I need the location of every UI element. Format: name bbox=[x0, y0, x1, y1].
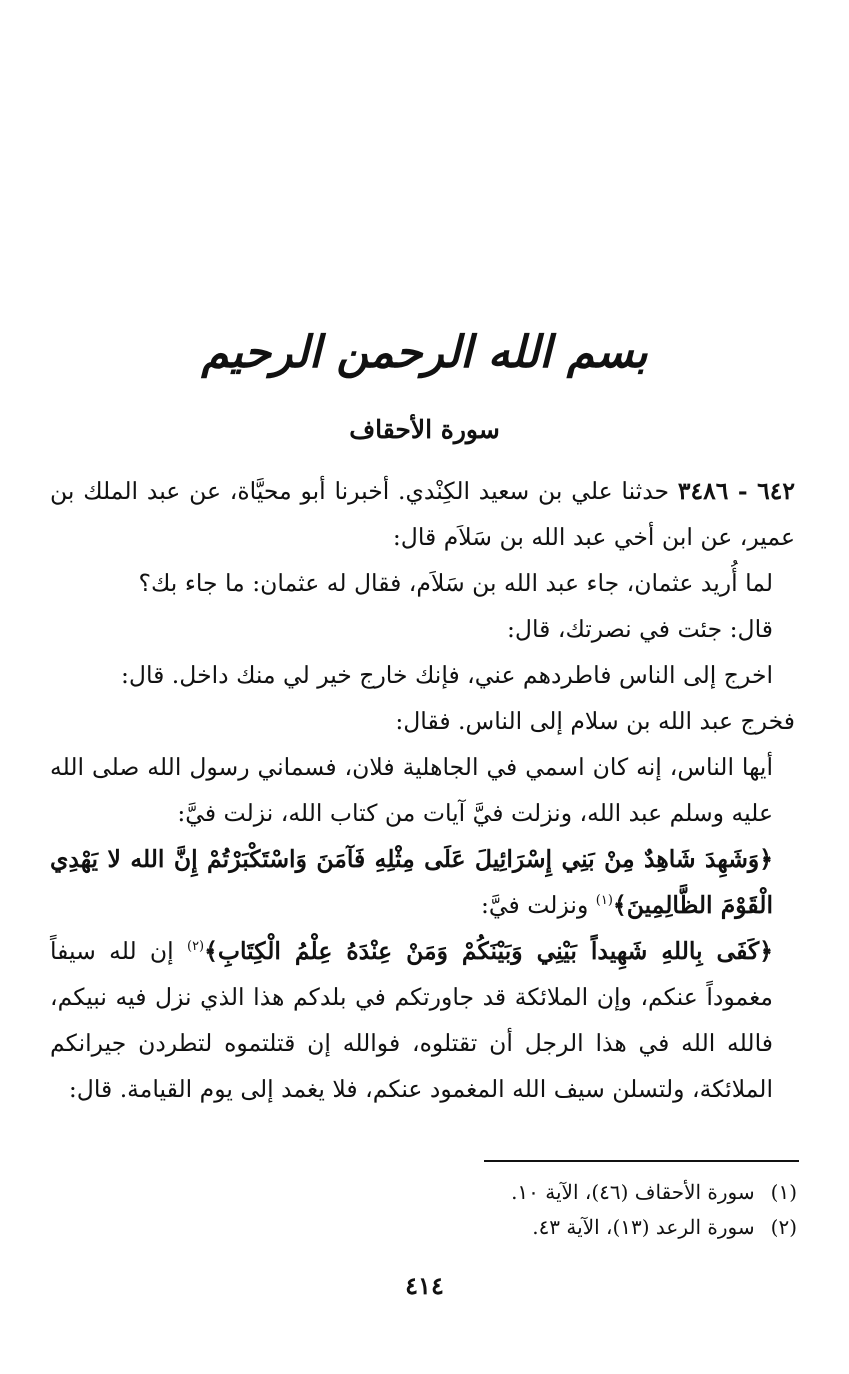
basmala-heading: بسم الله الرحمن الرحيم bbox=[201, 327, 648, 378]
hadith-number: ٦٤٢ - ٣٤٨٦ bbox=[677, 477, 795, 505]
page-number: ٤١٤ bbox=[405, 1271, 444, 1300]
paragraph-3: قال: جئت في نصرتك، قال: bbox=[507, 615, 773, 643]
paragraph-isnad bbox=[50, 468, 795, 560]
quran-verse-2: ﴿كَفَى بِاللهِ شَهِيداً بَيْنِي وَبَيْنَكُمْ وَمَنْ عِنْدَهُ عِلْمُ الْكِتَابِ﴾ bbox=[204, 937, 773, 965]
paragraph-7: ونزلت فيَّ: bbox=[481, 891, 596, 919]
quran-verse-1: ﴿وَشَهِدَ شَاهِدٌ مِنْ بَنِي إِسْرَائِيلَ عَلَى مِثْلِهِ فَآمَنَ وَاسْتَكْبَرْتُمْ إِنَّ الله لا يَهْدِي الْقَوْمَ الظَّالِمِينَ﴾ bbox=[50, 845, 773, 919]
paragraph-8: إن لله سيفاً مغموداً عنكم، وإن الملائكة قد جاورتكم في بلدكم هذا الذي نزل فيه نبيكم، فالله الله في هذا الرجل أن تقتلوه، فوالله إن قتلتموه لتطردن جيرانكم الملائكة، ولتسلن سيف الله المغمود عنكم، فلا يغمد إلى يوم القيامة. قال: bbox=[50, 937, 773, 1103]
footnote-2 bbox=[297, 1210, 797, 1245]
footnote-text: سورة الأحقاف (٤٦)، الآية ١٠. bbox=[511, 1180, 755, 1204]
paragraph-6: أيها الناس، إنه كان اسمي في الجاهلية فلان، فسماني رسول الله صلى الله عليه وسلم عبد الله، ونزلت فيَّ آيات من كتاب الله، نزلت فيَّ: bbox=[50, 753, 773, 827]
footnote-number: (٢) bbox=[770, 1215, 797, 1239]
paragraph-quran-1 bbox=[50, 836, 795, 928]
paragraph-5: فخرج عبد الله بن سلام إلى الناس. فقال: bbox=[395, 707, 795, 735]
footnotes bbox=[297, 1175, 797, 1245]
footnote-ref-2: (٢) bbox=[186, 939, 205, 955]
surah-title: سورة الأحقاف bbox=[349, 415, 500, 444]
footnote-text: سورة الرعد (١٣)، الآية ٤٣. bbox=[532, 1215, 755, 1239]
footnote-divider bbox=[484, 1160, 799, 1162]
footnote-1 bbox=[297, 1175, 797, 1210]
paragraph-4: اخرج إلى الناس فاطردهم عني، فإنك خارج خير لي منك داخل. قال: bbox=[120, 661, 773, 689]
footnote-ref-1: (١) bbox=[595, 893, 613, 909]
footnote-number: (١) bbox=[770, 1180, 797, 1204]
paragraph-2: لما أُريد عثمان، جاء عبد الله بن سَلاَم، فقال له عثمان: ما جاء بك؟ bbox=[138, 569, 773, 597]
paragraph-quran-2 bbox=[50, 928, 795, 1112]
isnad-text: حدثنا علي بن سعيد الكِنْدي. أخبرنا أبو محيَّاة، عن عبد الملك بن عمير، عن ابن أخي عبد الله بن سَلاَم قال: bbox=[50, 477, 795, 551]
hadith-body bbox=[50, 468, 795, 1112]
